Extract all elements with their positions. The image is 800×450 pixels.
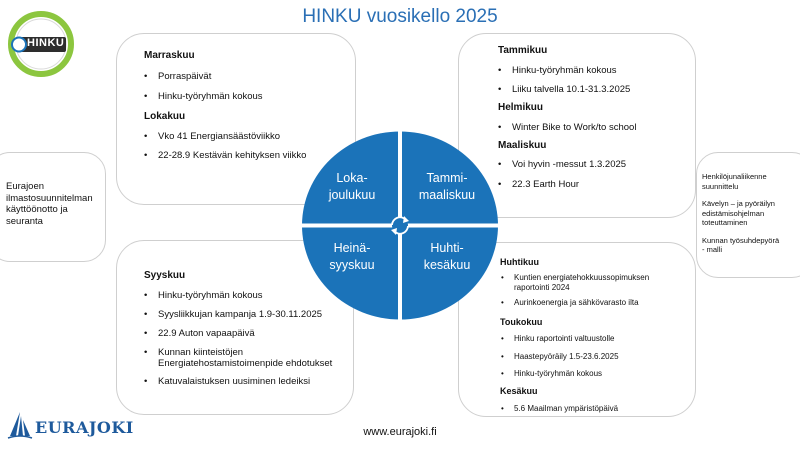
list-item: • Kuntien energiatehokkuussopimuksen raportointi 2024 — [514, 273, 649, 293]
list-item: • Hinku-työryhmän kokous — [514, 369, 602, 379]
list-item: • Hinku-työryhmän kokous — [158, 91, 263, 102]
list-item: • 22.3 Earth Hour — [512, 179, 579, 190]
wheel-label-oct-dec: Loka- joulukuu — [328, 171, 376, 202]
list-item: • Vko 41 Energiansäästöviikko — [158, 131, 280, 142]
month-heading-june: Kesäkuu — [500, 386, 538, 396]
year-wheel — [300, 129, 500, 322]
month-heading-september: Syyskuu — [144, 270, 186, 281]
footer-url[interactable]: www.eurajoki.fi — [363, 426, 437, 438]
list-item: • Haastepyöräily 1.5-23.6.2025 — [514, 352, 619, 362]
cycle-arrows-icon — [391, 216, 409, 235]
list-item: • Hinku raportointi valtuustolle — [514, 334, 615, 344]
wheel-label-jan-mar: Tammi- maaliskuu — [418, 171, 476, 202]
hinku-logo-text: HINKU — [27, 37, 65, 49]
list-item: • Porraspäivät — [158, 71, 211, 82]
left-side-text: Eurajoen ilmastosuunnitelman käyttöönotto ja seuranta — [6, 181, 93, 227]
page-title: HINKU vuosikello 2025 — [302, 6, 498, 27]
list-item: • Katuvalaistuksen uusiminen ledeiksi — [158, 376, 310, 387]
list-item: • Hinku-työryhmän kokous — [512, 65, 617, 76]
month-heading-november: Marraskuu — [144, 50, 195, 61]
month-heading-february: Helmikuu — [498, 102, 544, 113]
list-item: • Liiku talvella 10.1-31.3.2025 — [512, 84, 630, 95]
hinku-logo — [7, 10, 75, 78]
month-heading-may: Toukokuu — [500, 317, 543, 327]
month-heading-october: Lokakuu — [144, 111, 186, 122]
month-heading-january: Tammikuu — [498, 45, 548, 56]
list-item: • 22-28.9 Kestävän kehityksen viikko — [158, 150, 306, 161]
month-heading-april: Huhtikuu — [500, 257, 539, 267]
list-item: • Kunnan kiinteistöjen Energiatehostamistoimenpide ehdotukset — [158, 347, 332, 369]
list-item: • Hinku-työryhmän kokous — [158, 290, 263, 301]
wheel-label-jul-sep: Heinä- syyskuu — [329, 241, 375, 272]
list-item: • 22.9 Auton vapaapäivä — [158, 328, 255, 339]
eurajoki-logo-text: EURAJOKI — [35, 418, 134, 437]
right-side-text: Henkilöjunaliikenne suunnittelu Kävelyn – ja pyöräilyn edistämisohjelman toteuttaminen Kunnan työsuhdepyörä - malli — [702, 172, 780, 254]
list-item: • Aurinkoenergia ja sähkövarasto ilta — [514, 298, 639, 308]
list-item: • Syysliikkujan kampanja 1.9-30.11.2025 — [158, 309, 322, 320]
month-heading-march: Maaliskuu — [498, 140, 547, 151]
wheel-label-apr-jun: Huhti- kesäkuu — [423, 241, 471, 272]
list-item: • Voi hyvin -messut 1.3.2025 — [512, 159, 626, 170]
list-item: • 5.6 Maailman ympäristöpäivä — [514, 404, 618, 414]
list-item: • Winter Bike to Work/to school — [512, 122, 636, 133]
